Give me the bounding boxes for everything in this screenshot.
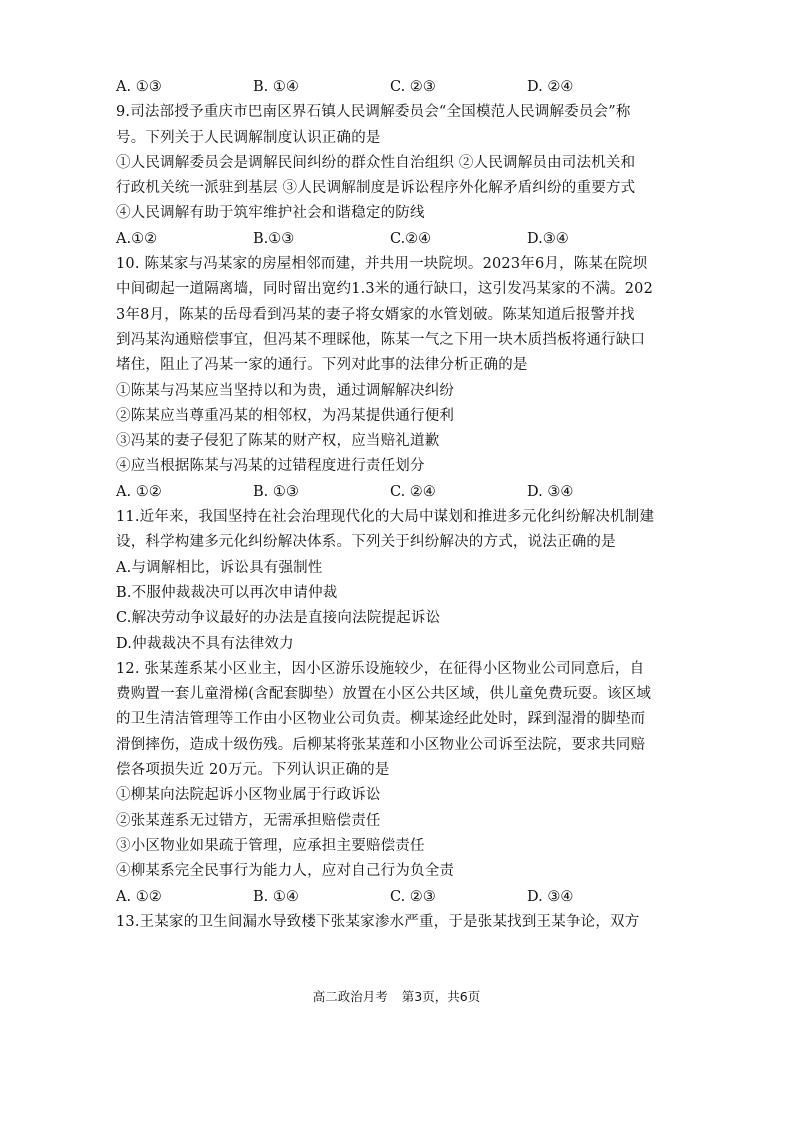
q12-statement-4: ④柳某系完全民事行为能力人，应对自己行为负全责: [116, 863, 455, 880]
q12-options: [116, 885, 696, 910]
q12-stem-line: 费购置一套儿童滑梯(含配套脚垫）放置在小区公共区域，供儿童免费玩耍。该区域: [116, 686, 652, 703]
q12-statement-2: ②张某莲系无过错方，无需承担赔偿责任: [116, 812, 381, 829]
q12-stem-line: 的卫生清洁管理等工作由小区物业公司负责。柳某途经此处时，踩到湿滑的脚垫而: [116, 711, 646, 728]
q12-option-b: B. ①④: [253, 888, 299, 905]
q10-statement-4: ④应当根据陈某与冯某的过错程度进行责任划分: [116, 458, 425, 475]
q11-stem-line: 11.近年来，我国坚持在社会治理现代化的大局中谋划和推进多元化纠纷解决机制建: [116, 509, 655, 526]
q10-statement-3: ③冯某的妻子侵犯了陈某的财产权，应当赔礼道歉: [116, 433, 440, 450]
page-number: 第3页，共6页: [401, 989, 481, 1004]
q12-statement-1: ①柳某向法院起诉小区物业属于行政诉讼: [116, 787, 381, 804]
q10-stem-line: 堵住，阻止了冯某一家的通行。下列对此事的法律分析正确的是: [116, 357, 528, 374]
q11-stem-line: 设，科学构建多元化纠纷解决体系。下列关于纠纷解决的方式，说法正确的是: [116, 534, 616, 551]
q10-option-a: A. ①②: [116, 483, 162, 500]
q10-statement-2: ②陈某应当尊重冯某的相邻权，为冯某提供通行便利: [116, 407, 455, 424]
q9-statement-line: 行政机关统一派驻到基层 ③人民调解制度是诉讼程序外化解矛盾纠纷的重要方式: [116, 180, 636, 197]
question-9: [116, 100, 696, 252]
question-11: [116, 505, 696, 657]
q12-stem-line: 偿各项损失近 20万元。下列认识正确的是: [116, 762, 390, 779]
exam-page: [116, 75, 696, 935]
q10-stem-line: 中间砌起一道隔离墙，同时留出宽约1.3米的通行缺口，这引发冯某家的不满。202: [116, 281, 654, 298]
q11-option-a: A.与调解相比，诉讼具有强制性: [116, 559, 323, 576]
q9-stem-line: 号。下列关于人民调解制度认识正确的是: [116, 129, 381, 146]
q8-option-b: B. ①④: [253, 79, 299, 95]
q9-statement-line: ①人民调解委员会是调解民间纠纷的群众性自治组织 ②人民调解员由司法机关和: [116, 154, 636, 171]
q8-option-d: D. ②④: [527, 79, 574, 95]
q12-stem-line: 12. 张某莲系某小区业主，因小区游乐设施较少，在征得小区物业公司同意后，自: [116, 660, 645, 677]
q10-stem-line: 到冯某沟通赔偿事宜，但冯某不理睬他，陈某一气之下用一块木质挡板将通行缺口: [116, 331, 646, 348]
q9-option-b: B.①③: [253, 230, 295, 247]
q12-option-d: D. ③④: [527, 888, 574, 905]
question-13: [116, 910, 696, 935]
q9-option-a: A.①②: [116, 230, 158, 247]
q9-option-c: C.②④: [390, 230, 432, 247]
q10-stem-line: 10. 陈某家与冯某家的房屋相邻而建，并共用一块院坝。2023年6月，陈某在院坝: [116, 256, 648, 273]
exam-title: 高二政治月考: [312, 989, 388, 1004]
q9-option-d: D.③④: [527, 230, 569, 247]
q11-option-b: B.不服仲裁裁决可以再次申请仲裁: [116, 584, 338, 601]
question-10: [116, 252, 696, 505]
q9-statement-line: ④人民调解有助于筑牢维护社会和谐稳定的防线: [116, 205, 425, 222]
q9-options: [116, 227, 696, 252]
q8-options: [116, 75, 696, 100]
q12-statement-3: ③小区物业如果疏于管理，应承担主要赔偿责任: [116, 837, 425, 854]
page-footer: [0, 987, 793, 1005]
q10-statement-1: ①陈某与冯某应当坚持以和为贵，通过调解解决纠纷: [116, 382, 455, 399]
q10-option-b: B. ①③: [253, 483, 299, 500]
q10-option-d: D. ③④: [527, 483, 574, 500]
question-12: [116, 657, 696, 910]
q8-option-a: A. ①③: [116, 79, 162, 95]
q10-options: [116, 480, 696, 505]
q13-stem-line: 13.王某家的卫生间漏水导致楼下张某家渗水严重，于是张某找到王某争论，双方: [116, 913, 640, 930]
q8-option-c: C. ②③: [390, 79, 436, 95]
q11-option-c: C.解决劳动争议最好的办法是直接向法院提起诉讼: [116, 610, 441, 627]
q9-stem-line: 9.司法部授予重庆市巴南区界石镇人民调解委员会“全国模范人民调解委员会”称: [116, 104, 631, 121]
q12-stem-line: 滑倒摔伤，造成十级伤残。后柳某将张某莲和小区物业公司诉至法院，要求共同赔: [116, 736, 646, 753]
q10-stem-line: 3年8月，陈某的岳母看到冯某的妻子将女婿家的水管划破。陈某知道后报警并找: [116, 306, 635, 323]
q10-option-c: C. ②④: [390, 483, 436, 500]
q12-option-a: A. ①②: [116, 888, 162, 905]
q12-option-c: C. ②③: [390, 888, 436, 905]
q11-option-d: D.仲裁裁决不具有法律效力: [116, 635, 294, 652]
